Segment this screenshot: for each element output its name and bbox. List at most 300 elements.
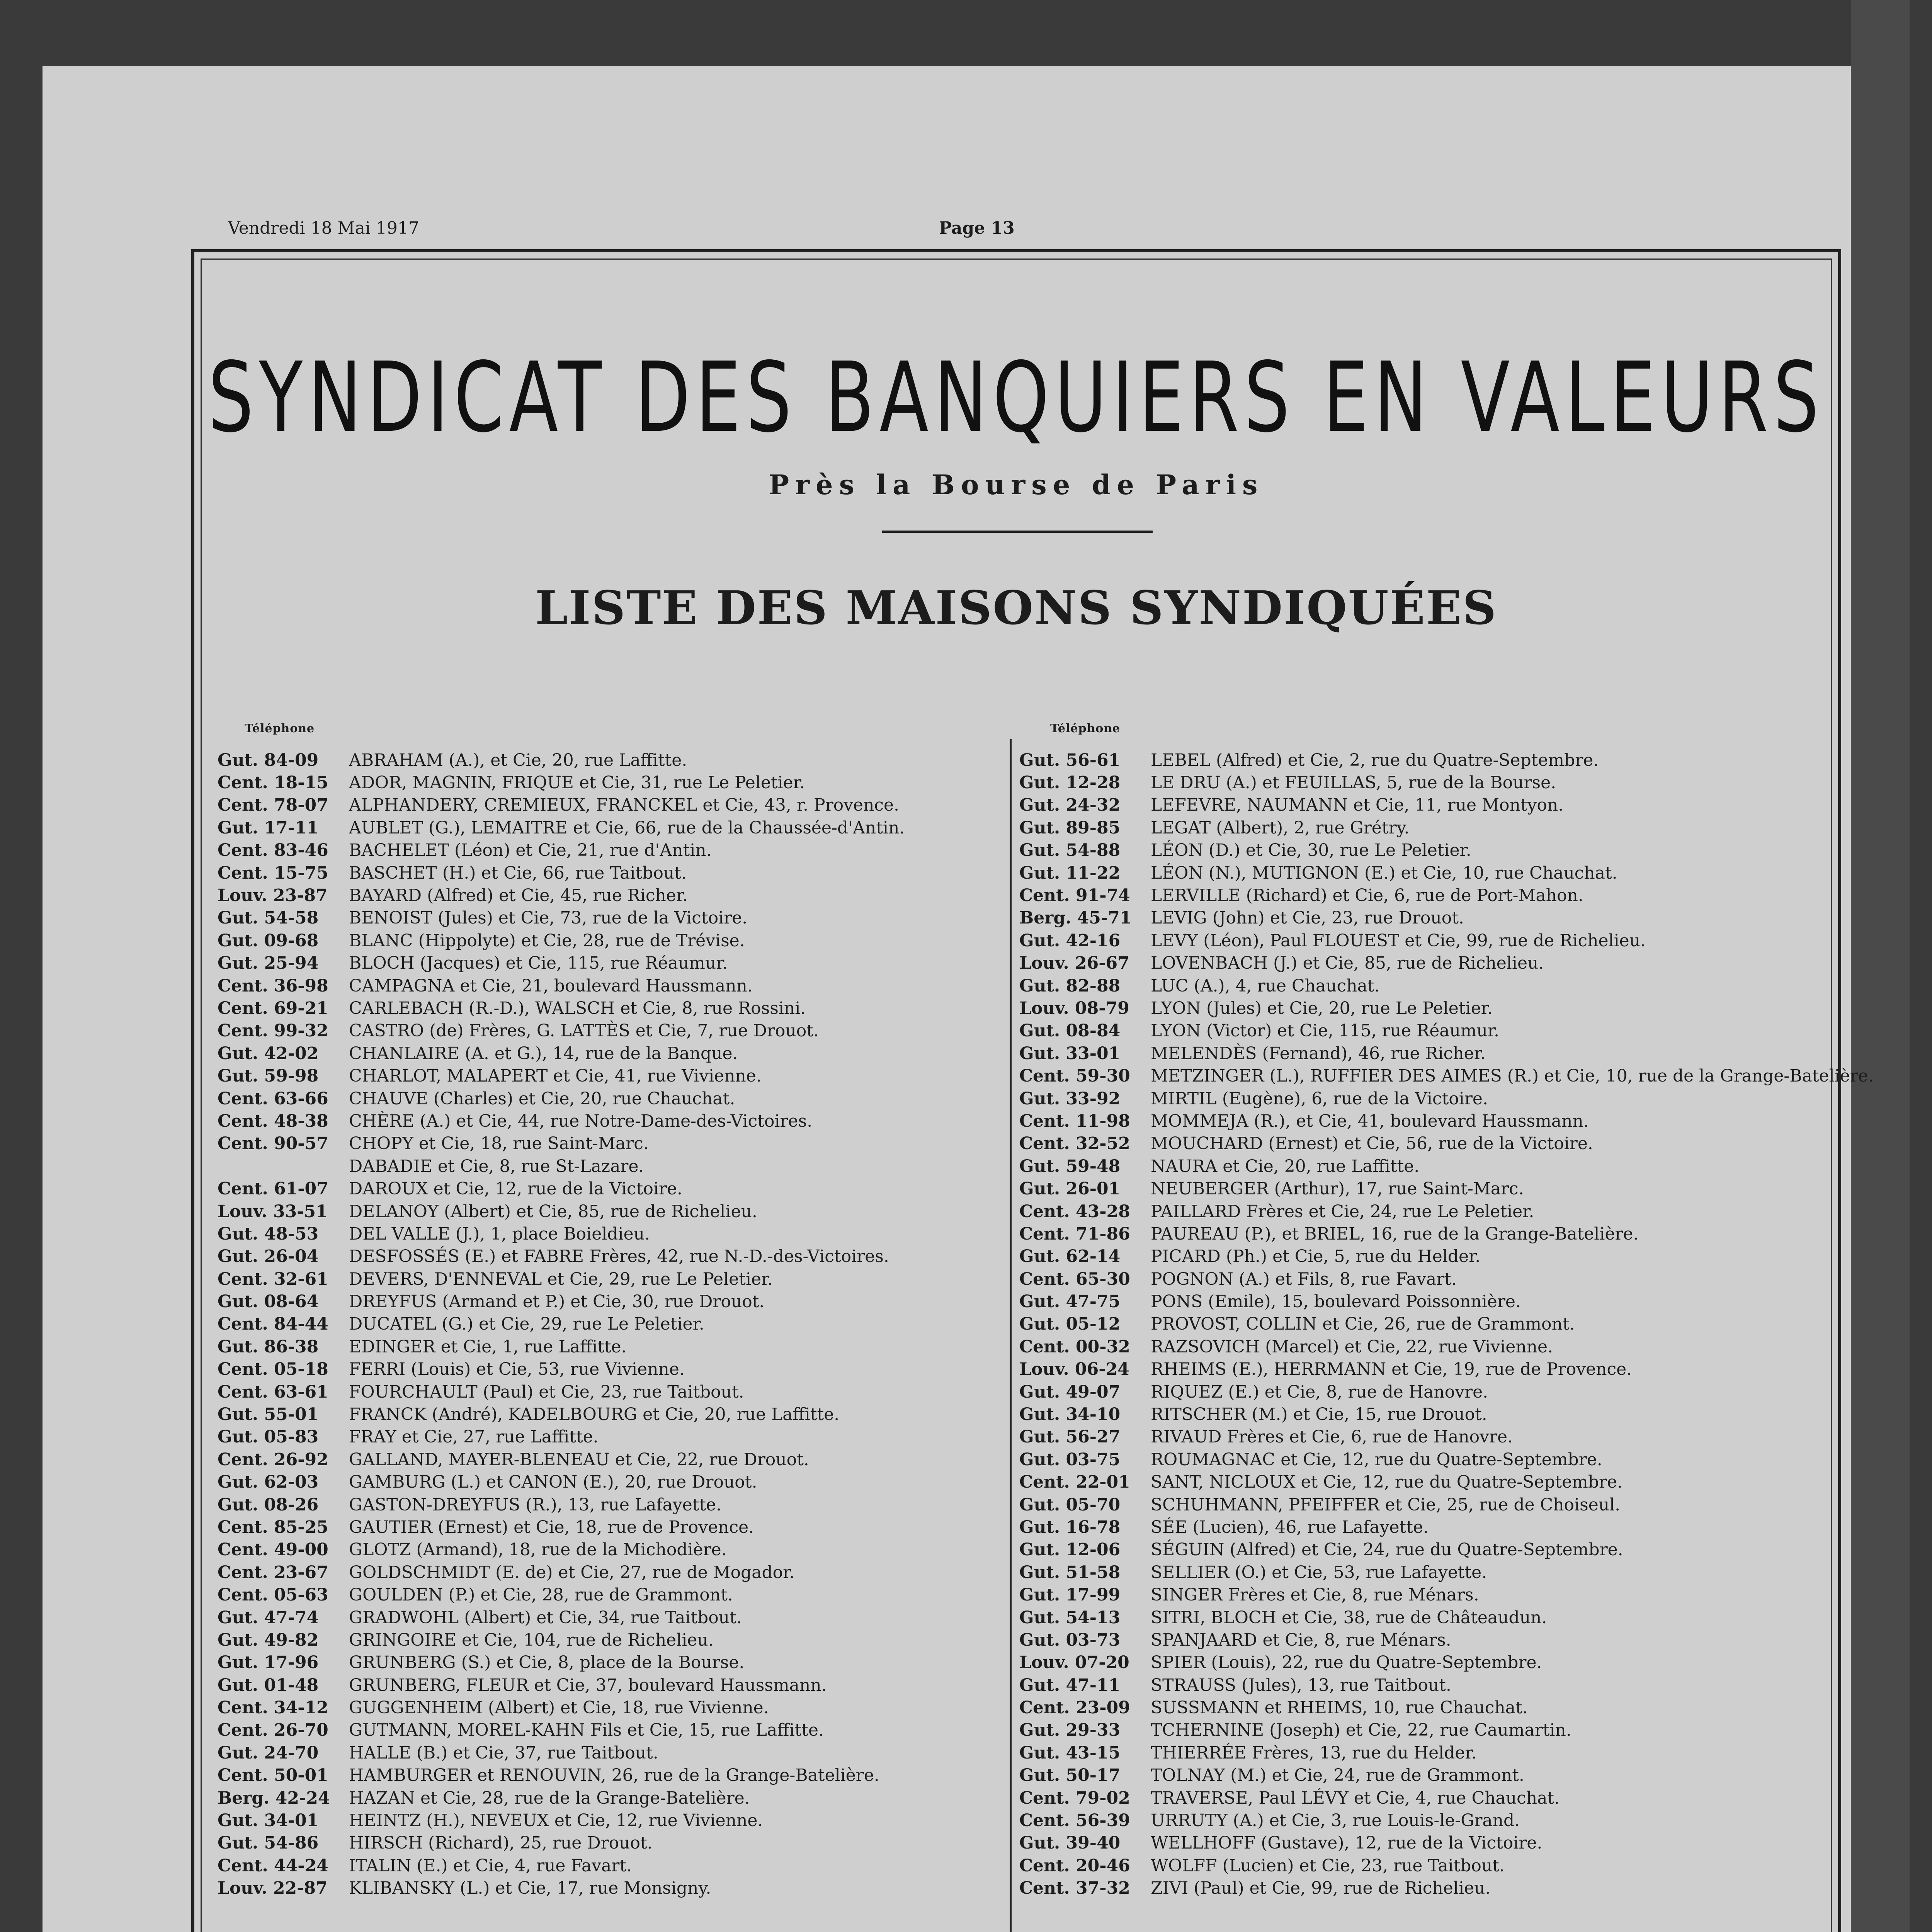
list-item	[218, 1583, 952, 1606]
telephone-number: Cent. 22-01	[1019, 1472, 1130, 1492]
list-item	[218, 1155, 952, 1177]
list-item	[218, 1809, 952, 1832]
telephone-number: Cent. 18-15	[218, 773, 328, 793]
telephone-number: Cent. 79-02	[1019, 1788, 1130, 1808]
list-item	[218, 929, 952, 952]
firm-entry: LÉON (D.) et Cie, 30, rue Le Peletier.	[1151, 840, 1471, 861]
book-spine	[1851, 0, 1910, 1932]
list-item	[1019, 1200, 1792, 1223]
list-item	[1019, 749, 1792, 771]
firm-entry: PONS (Emile), 15, boulevard Poissonnière.	[1151, 1292, 1521, 1312]
telephone-number: Cent. 15-75	[218, 863, 328, 883]
firm-entry: NEUBERGER (Arthur), 17, rue Saint-Marc.	[1151, 1179, 1524, 1199]
list-item	[218, 1381, 952, 1403]
list-item	[218, 1335, 952, 1358]
list-item	[1019, 1087, 1792, 1110]
firm-entry: LUC (A.), 4, rue Chauchat.	[1151, 976, 1380, 996]
firm-entry: CHANLAIRE (A. et G.), 14, rue de la Banque.	[349, 1043, 738, 1063]
firm-entry: LOVENBACH (J.) et Cie, 85, rue de Richelieu.	[1151, 953, 1544, 973]
list-item	[1019, 1042, 1792, 1065]
list-item	[1019, 1674, 1792, 1696]
firm-entry: BACHELET (Léon) et Cie, 21, rue d'Antin.	[349, 840, 712, 861]
firm-entry: METZINGER (L.), RUFFIER DES AIMES (R.) et Cie, 10, rue de la Grange-Batelière.	[1151, 1066, 1874, 1086]
telephone-number: Gut. 01-48	[218, 1675, 319, 1695]
telephone-number: Cent. 23-67	[218, 1562, 328, 1582]
telephone-number: Cent. 85-25	[218, 1517, 328, 1537]
telephone-number: Gut. 82-88	[1019, 976, 1121, 996]
list-item	[218, 1110, 952, 1132]
list-item	[1019, 1516, 1792, 1538]
firm-entry: HEINTZ (H.), NEVEUX et Cie, 12, rue Vivienne.	[349, 1811, 763, 1831]
firm-entry: PAUREAU (P.), et BRIEL, 16, rue de la Grange-Batelière.	[1151, 1224, 1639, 1244]
firm-entry: RIQUEZ (E.) et Cie, 8, rue de Hanovre.	[1151, 1382, 1488, 1402]
telephone-number: Gut. 55-01	[218, 1405, 319, 1425]
telephone-number: Cent. 43-28	[1019, 1201, 1130, 1221]
list-item	[218, 1629, 952, 1651]
telephone-number: Cent. 00-32	[1019, 1337, 1130, 1357]
telephone-number: Cent. 90-57	[218, 1134, 328, 1154]
firm-entry: FRANCK (André), KADELBOURG et Cie, 20, rue Laffitte.	[349, 1405, 840, 1425]
telephone-number: Gut. 08-84	[1019, 1021, 1121, 1041]
member-list-right	[1019, 722, 1874, 1900]
telephone-number: Gut. 03-73	[1019, 1630, 1121, 1650]
list-item	[1019, 952, 1792, 975]
list-item	[218, 816, 952, 839]
telephone-number: Gut. 05-12	[1019, 1314, 1121, 1334]
telephone-number: Gut. 34-10	[1019, 1405, 1121, 1425]
list-item	[218, 1764, 952, 1787]
telephone-number: Gut. 16-78	[1019, 1517, 1121, 1537]
list-item	[218, 1223, 952, 1245]
telephone-number: Cent. 65-30	[1019, 1269, 1130, 1289]
list-item	[1019, 771, 1792, 794]
list-item	[1019, 1787, 1792, 1809]
firm-entry: SITRI, BLOCH et Cie, 38, rue de Châteaudun.	[1151, 1607, 1547, 1628]
list-item	[1019, 1742, 1792, 1764]
list-item	[1019, 1764, 1792, 1787]
list-item	[1019, 1110, 1792, 1132]
list-item	[218, 997, 952, 1019]
member-list-left	[218, 722, 952, 1900]
list-item	[218, 1877, 952, 1900]
firm-entry: DAROUX et Cie, 12, rue de la Victoire.	[349, 1179, 682, 1199]
firm-entry: PICARD (Ph.) et Cie, 5, rue du Helder.	[1151, 1247, 1481, 1267]
list-item	[1019, 1539, 1792, 1561]
list-item	[218, 1042, 952, 1065]
list-item	[218, 1516, 952, 1538]
firm-entry: DREYFUS (Armand et P.) et Cie, 30, rue Drouot.	[349, 1292, 765, 1312]
left-entries	[218, 749, 952, 1900]
list-item	[1019, 1877, 1792, 1900]
firm-entry: KLIBANSKY (L.) et Cie, 17, rue Monsigny.	[349, 1878, 711, 1898]
list-item	[218, 1561, 952, 1583]
firm-entry: FRAY et Cie, 27, rue Laffitte.	[349, 1427, 599, 1447]
list-item	[218, 1787, 952, 1809]
telephone-number: Cent. 63-66	[218, 1088, 328, 1109]
firm-entry: DESFOSSÉS (E.) et FABRE Frères, 42, rue N.-D.-des-Victoires.	[349, 1247, 889, 1267]
telephone-number: Gut. 34-01	[218, 1811, 319, 1831]
list-item	[218, 1065, 952, 1087]
firm-entry: LEGAT (Albert), 2, rue Grétry.	[1151, 818, 1410, 838]
list-item	[1019, 997, 1792, 1019]
firm-entry: TRAVERSE, Paul LÉVY et Cie, 4, rue Chauchat.	[1151, 1788, 1560, 1808]
list-item	[1019, 1832, 1792, 1854]
telephone-number: Gut. 49-07	[1019, 1382, 1121, 1402]
list-item	[218, 1358, 952, 1381]
firm-entry: BASCHET (H.) et Cie, 66, rue Taitbout.	[349, 863, 687, 883]
telephone-header: Téléphone	[245, 722, 315, 735]
telephone-number: Gut. 62-14	[1019, 1247, 1121, 1267]
list-item	[1019, 1471, 1792, 1493]
telephone-number: Gut. 24-32	[1019, 795, 1121, 815]
list-item	[1019, 1629, 1792, 1651]
telephone-number: Gut. 59-98	[218, 1066, 319, 1086]
firm-entry: BLOCH (Jacques) et Cie, 115, rue Réaumur.	[349, 953, 728, 973]
telephone-number: Cent. 37-32	[1019, 1878, 1130, 1898]
firm-entry: GRADWOHL (Albert) et Cie, 34, rue Taitbout.	[349, 1607, 742, 1628]
telephone-number: Cent. 34-12	[218, 1698, 328, 1718]
firm-entry: HIRSCH (Richard), 25, rue Drouot.	[349, 1833, 653, 1853]
telephone-number: Gut. 49-82	[218, 1630, 319, 1650]
list-item	[1019, 1426, 1792, 1448]
telephone-number: Gut. 56-61	[1019, 750, 1121, 770]
telephone-number: Louv. 08-79	[1019, 998, 1129, 1018]
list-item	[218, 1539, 952, 1561]
firm-entry: WOLFF (Lucien) et Cie, 23, rue Taitbout.	[1151, 1855, 1505, 1876]
firm-entry: LÉON (N.), MUTIGNON (E.) et Cie, 10, rue Chauchat.	[1151, 863, 1617, 883]
firm-entry: ALPHANDERY, CREMIEUX, FRANCKEL et Cie, 43, r. Provence.	[349, 795, 900, 815]
firm-entry: SELLIER (O.) et Cie, 53, rue Lafayette.	[1151, 1562, 1487, 1582]
list-item	[218, 975, 952, 997]
list-item	[1019, 794, 1792, 816]
list-item	[218, 1448, 952, 1471]
telephone-number: Gut. 09-68	[218, 930, 319, 951]
telephone-number: Gut. 03-75	[1019, 1449, 1121, 1469]
list-item	[218, 1471, 952, 1493]
firm-entry: GUTMANN, MOREL-KAHN Fils et Cie, 15, rue Laffitte.	[349, 1720, 824, 1740]
list-item	[1019, 862, 1792, 884]
list-item	[218, 907, 952, 929]
firm-entry: MELENDÈS (Fernand), 46, rue Richer.	[1151, 1043, 1486, 1063]
telephone-number: Gut. 39-40	[1019, 1833, 1121, 1853]
list-item	[1019, 907, 1792, 929]
list-item	[1019, 929, 1792, 952]
telephone-number: Gut. 47-74	[218, 1607, 319, 1628]
list-item	[1019, 1381, 1792, 1403]
firm-entry: TCHERNINE (Joseph) et Cie, 22, rue Caumartin.	[1151, 1720, 1571, 1740]
column-divider	[1010, 739, 1012, 1932]
firm-entry: SÉE (Lucien), 46, rue Lafayette.	[1151, 1517, 1429, 1537]
list-item	[1019, 816, 1792, 839]
telephone-number: Gut. 26-04	[218, 1247, 319, 1267]
telephone-number: Gut. 05-70	[1019, 1495, 1121, 1515]
telephone-number: Louv. 07-20	[1019, 1653, 1129, 1673]
telephone-number: Gut. 33-01	[1019, 1043, 1121, 1063]
list-item	[1019, 1493, 1792, 1516]
firm-entry: SUSSMANN et RHEIMS, 10, rue Chauchat.	[1151, 1698, 1528, 1718]
telephone-number: Gut. 54-13	[1019, 1607, 1121, 1628]
list-item	[1019, 1403, 1792, 1425]
firm-entry: DUCATEL (G.) et Cie, 29, rue Le Peletier.	[349, 1314, 704, 1334]
firm-entry: POGNON (A.) et Fils, 8, rue Favart.	[1151, 1269, 1457, 1289]
syndicate-subtitle: Près la Bourse de Paris	[769, 469, 1264, 501]
telephone-number: Cent. 49-00	[218, 1540, 328, 1560]
firm-entry: LEFEVRE, NAUMANN et Cie, 11, rue Montyon.	[1151, 795, 1564, 815]
telephone-number: Louv. 22-87	[218, 1878, 328, 1898]
list-item	[218, 1403, 952, 1425]
telephone-number: Gut. 42-02	[218, 1043, 319, 1063]
telephone-number: Gut. 89-85	[1019, 818, 1121, 838]
firm-entry: GAMBURG (L.) et CANON (E.), 20, rue Drouot.	[349, 1472, 757, 1492]
telephone-number: Cent. 32-52	[1019, 1134, 1130, 1154]
firm-entry: RAZSOVICH (Marcel) et Cie, 22, rue Vivienne.	[1151, 1337, 1553, 1357]
list-title: LISTE DES MAISONS SYNDIQUÉES	[535, 581, 1498, 635]
telephone-number: Cent. 48-38	[218, 1111, 328, 1131]
page-number: Page 13	[939, 218, 1015, 238]
list-item	[218, 1674, 952, 1696]
firm-entry: SPIER (Louis), 22, rue du Quatre-Septembre.	[1151, 1653, 1542, 1673]
list-item	[1019, 1177, 1792, 1200]
telephone-number: Cent. 23-09	[1019, 1698, 1130, 1718]
telephone-number: Gut. 56-27	[1019, 1427, 1121, 1447]
firm-entry: SPANJAARD et Cie, 8, rue Ménars.	[1151, 1630, 1451, 1650]
firm-entry: RIVAUD Frères et Cie, 6, rue de Hanovre.	[1151, 1427, 1513, 1447]
telephone-number: Gut. 86-38	[218, 1337, 319, 1357]
list-item	[1019, 884, 1792, 906]
firm-entry: GRUNBERG, FLEUR et Cie, 37, boulevard Haussmann.	[349, 1675, 827, 1695]
list-item	[218, 1832, 952, 1854]
list-item	[218, 1200, 952, 1223]
telephone-number: Gut. 08-26	[218, 1495, 319, 1515]
firm-entry: FOURCHAULT (Paul) et Cie, 23, rue Taitbout.	[349, 1382, 744, 1402]
firm-entry: SCHUHMANN, PFEIFFER et Cie, 25, rue de Choiseul.	[1151, 1495, 1621, 1515]
firm-entry: GOLDSCHMIDT (E. de) et Cie, 27, rue de Mogador.	[349, 1562, 795, 1582]
syndicate-title: SYNDICAT DES BANQUIERS EN VALEURS	[208, 341, 1825, 454]
firm-entry: CARLEBACH (R.-D.), WALSCH et Cie, 8, rue Rossini.	[349, 998, 806, 1018]
firm-entry: THIERRÉE Frères, 13, rue du Helder.	[1151, 1743, 1477, 1763]
firm-entry: CHOPY et Cie, 18, rue Saint-Marc.	[349, 1134, 649, 1154]
firm-entry: GAUTIER (Ernest) et Cie, 18, rue de Provence.	[349, 1517, 754, 1537]
right-entries	[1019, 749, 1874, 1900]
firm-entry: PROVOST, COLLIN et Cie, 26, rue de Grammont.	[1151, 1314, 1575, 1334]
firm-entry: CHAUVE (Charles) et Cie, 20, rue Chauchat.	[349, 1088, 735, 1109]
firm-entry: LEVY (Léon), Paul FLOUEST et Cie, 99, rue de Richelieu.	[1151, 930, 1646, 951]
telephone-header: Téléphone	[1050, 722, 1121, 735]
list-item	[1019, 1809, 1792, 1832]
telephone-number: Gut. 05-83	[218, 1427, 319, 1447]
list-item	[218, 749, 952, 771]
firm-entry: TOLNAY (M.) et Cie, 24, rue de Grammont.	[1151, 1765, 1524, 1786]
list-item	[1019, 1245, 1792, 1268]
list-item	[1019, 1268, 1792, 1290]
list-item	[1019, 1335, 1792, 1358]
firm-entry: HAMBURGER et RENOUVIN, 26, rue de la Grange-Batelière.	[349, 1765, 879, 1786]
list-item	[1019, 1719, 1792, 1742]
telephone-number: Gut. 11-22	[1019, 863, 1121, 883]
firm-entry: CHARLOT, MALAPERT et Cie, 41, rue Vivienne.	[349, 1066, 762, 1086]
firm-entry: MOMMEJA (R.), et Cie, 41, boulevard Haussmann.	[1151, 1111, 1589, 1131]
list-item	[1019, 1155, 1792, 1177]
telephone-number: Gut. 84-09	[218, 750, 319, 770]
list-item	[218, 1020, 952, 1042]
list-item	[1019, 1358, 1792, 1381]
list-item	[1019, 1020, 1792, 1042]
firm-entry: ZIVI (Paul) et Cie, 99, rue de Richelieu.	[1151, 1878, 1491, 1898]
telephone-number: Cent. 44-24	[218, 1855, 328, 1876]
telephone-number: Gut. 50-17	[1019, 1765, 1121, 1786]
telephone-number: Cent. 36-98	[218, 976, 328, 996]
list-item	[1019, 1651, 1792, 1674]
firm-entry: CASTRO (de) Frères, G. LATTÈS et Cie, 7, rue Drouot.	[349, 1021, 819, 1041]
firm-entry: NAURA et Cie, 20, rue Laffitte.	[1151, 1156, 1420, 1176]
firm-entry: STRAUSS (Jules), 13, rue Taitbout.	[1151, 1675, 1451, 1695]
telephone-number: Cent. 56-39	[1019, 1811, 1130, 1831]
telephone-number: Berg. 42-24	[218, 1788, 330, 1808]
list-item	[218, 794, 952, 816]
list-item	[218, 884, 952, 906]
firm-entry: CHÈRE (A.) et Cie, 44, rue Notre-Dame-des-Victoires.	[349, 1111, 813, 1131]
list-item	[218, 1719, 952, 1742]
issue-date: Vendredi 18 Mai 1917	[228, 218, 419, 238]
telephone-number: Cent. 91-74	[1019, 886, 1130, 906]
telephone-number: Gut. 26-01	[1019, 1179, 1121, 1199]
title-rule	[882, 531, 1153, 533]
telephone-number: Gut. 24-70	[218, 1743, 319, 1763]
firm-entry: BENOIST (Jules) et Cie, 73, rue de la Victoire.	[349, 908, 748, 928]
firm-entry: GASTON-DREYFUS (R.), 13, rue Lafayette.	[349, 1495, 722, 1515]
telephone-number: Gut. 59-48	[1019, 1156, 1121, 1176]
telephone-number: Gut. 54-58	[218, 908, 319, 928]
telephone-number: Gut. 48-53	[218, 1224, 319, 1244]
telephone-number: Cent. 26-92	[218, 1449, 328, 1469]
firm-entry: DELANOY (Albert) et Cie, 85, rue de Richelieu.	[349, 1201, 757, 1221]
firm-entry: BLANC (Hippolyte) et Cie, 28, rue de Trévise.	[349, 930, 745, 951]
telephone-number: Cent. 78-07	[218, 795, 328, 815]
firm-entry: LERVILLE (Richard) et Cie, 6, rue de Port-Mahon.	[1151, 886, 1583, 906]
telephone-number: Gut. 12-28	[1019, 773, 1121, 793]
firm-entry: MOUCHARD (Ernest) et Cie, 56, rue de la Victoire.	[1151, 1134, 1593, 1154]
list-item	[218, 1313, 952, 1335]
list-item	[1019, 975, 1792, 997]
firm-entry: LE DRU (A.) et FEUILLAS, 5, rue de la Bourse.	[1151, 773, 1556, 793]
list-item	[218, 1606, 952, 1629]
firm-entry: RHEIMS (E.), HERRMANN et Cie, 19, rue de Provence.	[1151, 1359, 1632, 1379]
firm-entry: LYON (Jules) et Cie, 20, rue Le Peletier.	[1151, 998, 1493, 1018]
telephone-number: Gut. 47-75	[1019, 1292, 1121, 1312]
telephone-number: Louv. 23-87	[218, 886, 328, 906]
list-item	[1019, 1854, 1792, 1877]
firm-entry: ROUMAGNAC et Cie, 12, rue du Quatre-Septembre.	[1151, 1449, 1602, 1469]
telephone-number: Gut. 42-16	[1019, 930, 1121, 951]
firm-entry: GALLAND, MAYER-BLENEAU et Cie, 22, rue Drouot.	[349, 1449, 809, 1469]
firm-entry: ABRAHAM (A.), et Cie, 20, rue Laffitte.	[349, 750, 687, 770]
list-item	[1019, 1561, 1792, 1583]
firm-entry: GRINGOIRE et Cie, 104, rue de Richelieu.	[349, 1630, 714, 1650]
firm-entry: FERRI (Louis) et Cie, 53, rue Vivienne.	[349, 1359, 685, 1379]
telephone-number: Gut. 08-64	[218, 1292, 319, 1312]
telephone-number: Cent. 69-21	[218, 998, 328, 1018]
telephone-number: Cent. 20-46	[1019, 1855, 1130, 1876]
list-item	[218, 1133, 952, 1155]
firm-entry: URRUTY (A.) et Cie, 3, rue Louis-le-Grand.	[1151, 1811, 1520, 1831]
firm-entry: WELLHOFF (Gustave), 12, rue de la Victoire.	[1151, 1833, 1543, 1853]
firm-entry: HAZAN et Cie, 28, rue de la Grange-Batelière.	[349, 1788, 750, 1808]
list-item	[218, 1854, 952, 1877]
firm-entry: SÉGUIN (Alfred) et Cie, 24, rue du Quatre-Septembre.	[1151, 1540, 1623, 1560]
telephone-number: Cent. 59-30	[1019, 1066, 1130, 1086]
firm-entry: LEVIG (John) et Cie, 23, rue Drouot.	[1151, 908, 1464, 928]
list-item	[218, 1177, 952, 1200]
telephone-number: Gut. 62-03	[218, 1472, 319, 1492]
list-item	[1019, 1133, 1792, 1155]
list-item	[1019, 1583, 1792, 1606]
firm-entry: ITALIN (E.) et Cie, 4, rue Favart.	[349, 1855, 632, 1876]
list-item	[218, 1651, 952, 1674]
list-item	[1019, 839, 1792, 862]
telephone-number: Gut. 12-06	[1019, 1540, 1121, 1560]
telephone-number: Gut. 17-99	[1019, 1585, 1121, 1605]
telephone-number: Louv. 33-51	[218, 1201, 328, 1221]
list-item	[218, 1696, 952, 1719]
telephone-number: Cent. 26-70	[218, 1720, 328, 1740]
telephone-number: Cent. 63-61	[218, 1382, 328, 1402]
list-item	[1019, 1065, 1874, 1087]
list-item	[1019, 1290, 1792, 1313]
telephone-number: Gut. 43-15	[1019, 1743, 1121, 1763]
firm-entry: ADOR, MAGNIN, FRIQUE et Cie, 31, rue Le Peletier.	[349, 773, 805, 793]
firm-entry: BAYARD (Alfred) et Cie, 45, rue Richer.	[349, 886, 688, 906]
firm-entry: DEVERS, D'ENNEVAL et Cie, 29, rue Le Peletier.	[349, 1269, 773, 1289]
telephone-number: Cent. 50-01	[218, 1765, 328, 1786]
firm-entry: GOULDEN (P.) et Cie, 28, rue de Grammont.	[349, 1585, 733, 1605]
list-item	[218, 1268, 952, 1290]
list-item	[218, 952, 952, 975]
firm-entry: DABADIE et Cie, 8, rue St-Lazare.	[349, 1156, 644, 1176]
telephone-number: Cent. 61-07	[218, 1179, 328, 1199]
list-item	[1019, 1313, 1792, 1335]
firm-entry: CAMPAGNA et Cie, 21, boulevard Haussmann.	[349, 976, 753, 996]
list-item	[218, 862, 952, 884]
telephone-number: Cent. 83-46	[218, 840, 328, 861]
firm-entry: MIRTIL (Eugène), 6, rue de la Victoire.	[1151, 1088, 1488, 1109]
telephone-number: Gut. 17-11	[218, 818, 319, 838]
advertisement-frame	[191, 249, 1874, 1932]
telephone-number: Louv. 06-24	[1019, 1359, 1129, 1379]
firm-entry: PAILLARD Frères et Cie, 24, rue Le Peletier.	[1151, 1201, 1534, 1221]
firm-entry: DEL VALLE (J.), 1, place Boieldieu.	[349, 1224, 650, 1244]
list-item	[218, 771, 952, 794]
telephone-number: Gut. 33-92	[1019, 1088, 1121, 1109]
list-item	[218, 1290, 952, 1313]
list-item	[218, 1742, 952, 1764]
list-item	[218, 1426, 952, 1448]
telephone-number: Gut. 17-96	[218, 1653, 319, 1673]
telephone-number: Cent. 99-32	[218, 1021, 328, 1041]
telephone-number: Cent. 32-61	[218, 1269, 328, 1289]
firm-entry: LYON (Victor) et Cie, 115, rue Réaumur.	[1151, 1021, 1500, 1041]
list-item	[218, 1493, 952, 1516]
list-item	[1019, 1606, 1792, 1629]
telephone-number: Louv. 26-67	[1019, 953, 1129, 973]
list-item	[1019, 1448, 1792, 1471]
telephone-number: Cent. 05-63	[218, 1585, 328, 1605]
list-item	[1019, 1696, 1792, 1719]
telephone-number: Gut. 25-94	[218, 953, 319, 973]
telephone-number: Cent. 84-44	[218, 1314, 328, 1334]
telephone-number: Cent. 05-18	[218, 1359, 328, 1379]
telephone-number: Berg. 45-71	[1019, 908, 1132, 928]
telephone-number: Cent. 11-98	[1019, 1111, 1130, 1131]
